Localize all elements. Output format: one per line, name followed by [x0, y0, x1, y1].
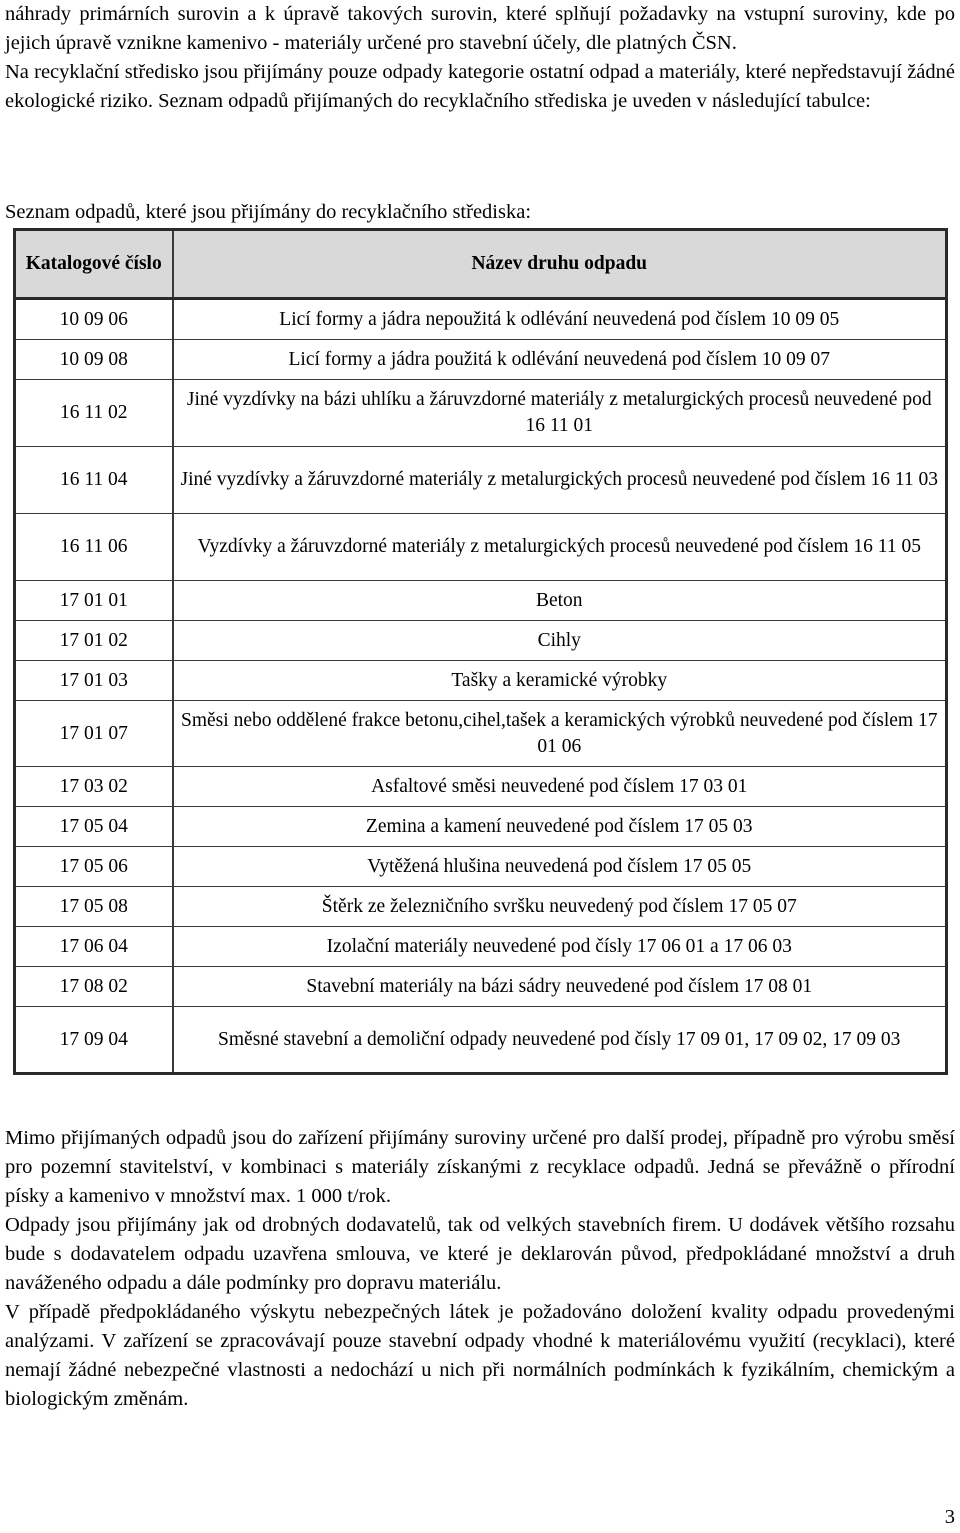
waste-code: 17 03 02	[15, 767, 173, 807]
header-catalogue-number: Katalogové číslo	[15, 230, 173, 299]
waste-name: Cihly	[173, 621, 947, 661]
waste-name: Licí formy a jádra nepoužitá k odlévání neuvedená pod číslem 10 09 05	[173, 299, 947, 340]
waste-code: 17 01 01	[15, 581, 173, 621]
waste-name: Beton	[173, 581, 947, 621]
waste-name: Zemina a kamení neuvedené pod číslem 17 05 03	[173, 807, 947, 847]
table-row	[15, 887, 947, 927]
table-row	[15, 967, 947, 1007]
table-row	[15, 767, 947, 807]
page-number: 3	[944, 1506, 955, 1528]
waste-name: Licí formy a jádra použitá k odlévání neuvedená pod číslem 10 09 07	[173, 340, 947, 380]
waste-code: 17 05 04	[15, 807, 173, 847]
waste-code: 16 11 02	[15, 380, 173, 447]
table-row	[15, 340, 947, 380]
waste-name: Štěrk ze železničního svršku neuvedený pod číslem 17 05 07	[173, 887, 947, 927]
table-row	[15, 927, 947, 967]
table-row	[15, 701, 947, 767]
table-row	[15, 1007, 947, 1074]
closing-paragraph-1: Mimo přijímaných odpadů jsou do zařízení přijímány suroviny určené pro další prodej, případně pro výrobu směsí pro pozemní stavitelství, v kombinaci s materiály získanými z recyklace odpadů. Jedná se převážně o přírodní písky a kamenivo v množství max. 1 000 t/rok.	[5, 1127, 955, 1207]
waste-name: Vytěžená hlušina neuvedená pod číslem 17 05 05	[173, 847, 947, 887]
waste-name: Jiné vyzdívky na bázi uhlíku a žáruvzdorné materiály z metalurgických procesů neuvedené pod 16 11 01	[173, 380, 947, 447]
waste-code: 17 09 04	[15, 1007, 173, 1074]
waste-name: Tašky a keramické výrobky	[173, 661, 947, 701]
waste-code: 10 09 06	[15, 299, 173, 340]
waste-code: 17 05 06	[15, 847, 173, 887]
intro-text	[5, 0, 955, 116]
intro-paragraph-2: Na recyklační středisko jsou přijímány pouze odpady kategorie ostatní odpad a materiály, které nepředstavují žádné ekologické riziko. Seznam odpadů přijímaných do recyklačního střediska je uveden v následující tabulce:	[5, 61, 955, 112]
waste-code: 16 11 06	[15, 514, 173, 581]
table-row	[15, 299, 947, 340]
waste-name: Jiné vyzdívky a žáruvzdorné materiály z metalurgických procesů neuvedené pod číslem 16 11 03	[173, 447, 947, 514]
table-row	[15, 847, 947, 887]
waste-catalogue-table	[13, 228, 948, 1075]
table-row	[15, 807, 947, 847]
waste-code: 17 01 03	[15, 661, 173, 701]
waste-code: 16 11 04	[15, 447, 173, 514]
intro-paragraph-1: náhrady primárních surovin a k úpravě takových surovin, které splňují požadavky na vstupní suroviny, kde po jejich úpravě vznikne kamenivo - materiály určené pro stavební účely, dle platných ČSN.	[5, 3, 955, 54]
table-header-row	[15, 230, 947, 299]
waste-code: 17 06 04	[15, 927, 173, 967]
waste-name: Směsi nebo oddělené frakce betonu,cihel,tašek a keramických výrobků neuvedené pod číslem 17 01 06	[173, 701, 947, 767]
waste-name: Směsné stavební a demoliční odpady neuvedené pod čísly 17 09 01, 17 09 02, 17 09 03	[173, 1007, 947, 1074]
waste-code: 17 01 02	[15, 621, 173, 661]
table-row	[15, 621, 947, 661]
table-row	[15, 514, 947, 581]
waste-name: Stavební materiály na bázi sádry neuvedené pod číslem 17 08 01	[173, 967, 947, 1007]
table-row	[15, 581, 947, 621]
waste-name: Asfaltové směsi neuvedené pod číslem 17 03 01	[173, 767, 947, 807]
waste-code: 17 08 02	[15, 967, 173, 1007]
closing-paragraph-3: V případě předpokládaného výskytu nebezpečných látek je požadováno doložení kvality odpadu provedenými analýzami. V zařízení se zpracovávají pouze stavební odpady vhodné k materiálovému využití (recyklaci), které nemají žádné nebezpečné vlastnosti a nedochází u nich při normálních podmínkách k fyzikálním, chemickým a biologickým změnám.	[5, 1301, 955, 1410]
header-waste-name: Název druhu odpadu	[173, 230, 947, 299]
waste-name: Vyzdívky a žáruvzdorné materiály z metalurgických procesů neuvedené pod číslem 16 11 05	[173, 514, 947, 581]
waste-code: 17 05 08	[15, 887, 173, 927]
table-row	[15, 661, 947, 701]
waste-name: Izolační materiály neuvedené pod čísly 17 06 01 a 17 06 03	[173, 927, 947, 967]
table-caption: Seznam odpadů, které jsou přijímány do recyklačního střediska:	[5, 201, 532, 223]
closing-text	[5, 1124, 955, 1414]
closing-paragraph-2: Odpady jsou přijímány jak od drobných dodavatelů, tak od velkých stavebních firem. U dodávek většího rozsahu bude s dodavatelem odpadu uzavřena smlouva, ve které je deklarován původ, předpokládané množství a druh naváženého odpadu a dále podmínky pro dopravu materiálu.	[5, 1214, 955, 1294]
table-row	[15, 380, 947, 447]
table-row	[15, 447, 947, 514]
waste-code: 10 09 08	[15, 340, 173, 380]
waste-code: 17 01 07	[15, 701, 173, 767]
